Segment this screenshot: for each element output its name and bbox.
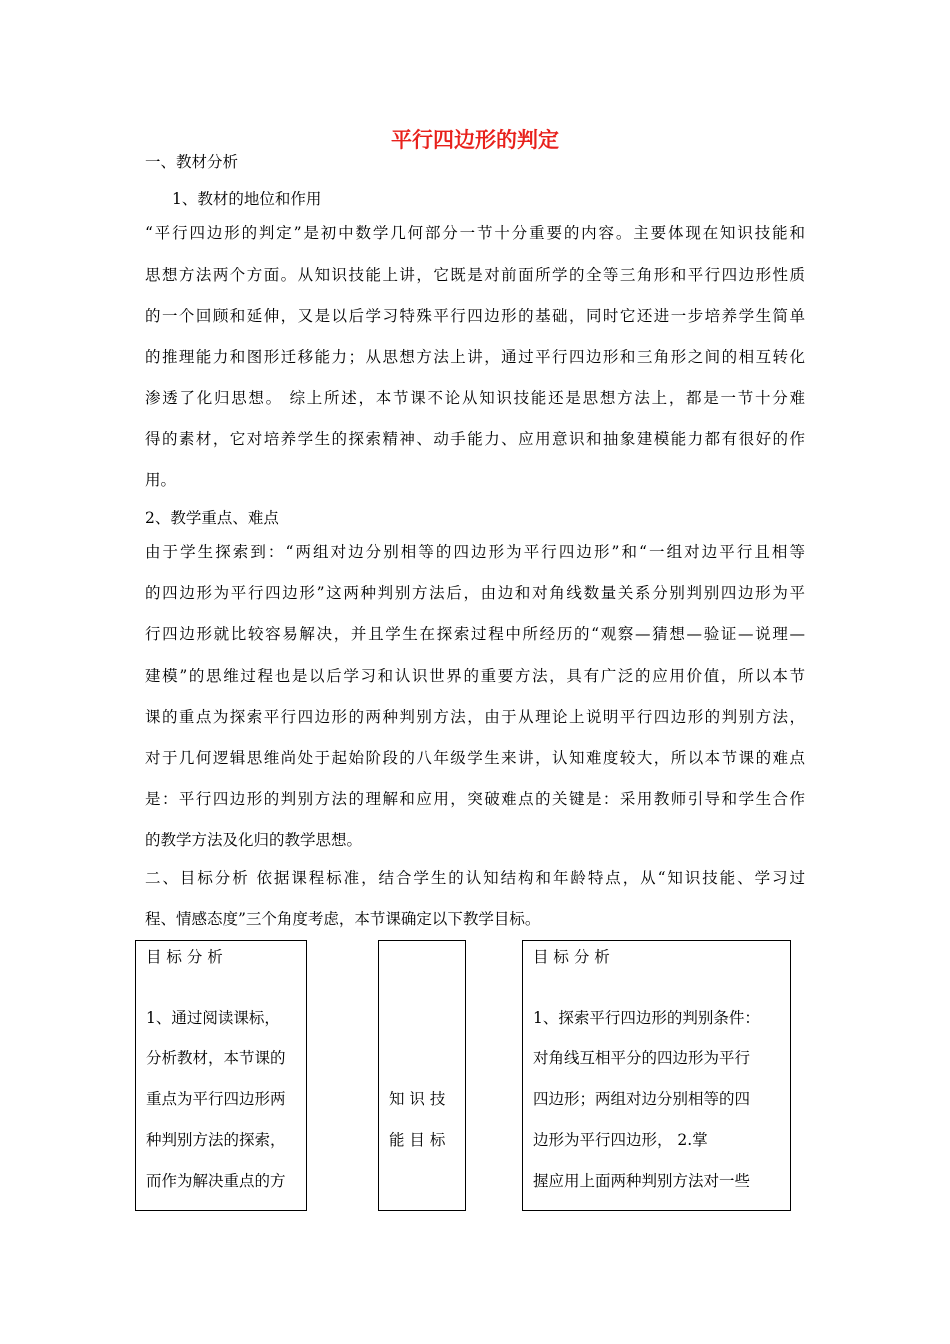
para2-line: 行四边形就比较容易解决，并且学生在探索过程中所经历的“观察—猜想—验证—说理—: [145, 625, 805, 643]
section2-line: 程、情感态度”三个角度考虑，本节课确定以下教学目标。: [145, 910, 541, 928]
subsection2-heading: 2、教学重点、难点: [145, 509, 279, 527]
box-line: 而作为解决重点的方: [146, 1172, 286, 1190]
para2-line: 建模”的思维过程也是以后学习和认识世界的重要方法，具有广泛的应用价值，所以本节: [145, 667, 805, 685]
para1-line: 用。: [145, 471, 177, 489]
goal-analysis-box-right: [522, 940, 791, 1211]
para1-line: 的一个回顾和延伸，又是以后学习特殊平行四边形的基础，同时它还进一步培养学生简单: [145, 307, 805, 325]
page-title: 平行四边形的判定: [391, 128, 559, 152]
para2-line: 的教学方法及化归的教学思想。: [145, 831, 363, 849]
para1-line: 的推理能力和图形迁移能力；从思想方法上讲，通过平行四边形和三角形之间的相互转化: [145, 348, 805, 366]
box-line: 1、通过阅读课标，: [146, 1009, 280, 1027]
goal-analysis-box-left: [135, 940, 307, 1211]
para2-line: 由于学生探索到：“两组对边分别相等的四边形为平行四边形”和“一组对边平行且相等: [145, 543, 805, 561]
box-line: 分析教材，本节课的: [146, 1049, 286, 1067]
para1-line: “平行四边形的判定”是初中数学几何部分一节十分重要的内容。主要体现在知识技能和: [145, 224, 805, 242]
knowledge-skill-goal-box: [378, 940, 466, 1211]
box-header: 目 标 分 析: [146, 948, 223, 966]
box-line: 握应用上面两种判别方法对一些: [533, 1172, 751, 1190]
para2-line: 是：平行四边形的判别方法的理解和应用，突破难点的关键是：采用教师引导和学生合作: [145, 790, 805, 808]
para2-line: 对于几何逻辑思维尚处于起始阶段的八年级学生来讲，认知难度较大，所以本节课的难点: [145, 749, 805, 767]
section1-heading: 一、教材分析: [145, 153, 239, 171]
box-line: 对角线互相平分的四边形为平行: [533, 1049, 751, 1067]
section2-line: 二、目标分析 依据课程标准，结合学生的认知结构和年龄特点，从“知识技能、学习过: [145, 869, 805, 887]
box-line: 边形为平行四边形， 2.掌: [533, 1131, 708, 1149]
para1-line: 思想方法两个方面。从知识技能上讲，它既是对前面所学的全等三角形和平行四边形性质: [145, 266, 805, 284]
box-line: 重点为平行四边形两: [146, 1090, 286, 1108]
box-header: 目 标 分 析: [533, 948, 610, 966]
para2-line: 的四边形为平行四边形”这两种判别方法后，由边和对角线数量关系分别判别四边形为平: [145, 584, 805, 602]
para2-line: 课的重点为探索平行四边形的两种判别方法，由于从理论上说明平行四边形的判别方法，: [145, 708, 805, 726]
para1-line: 得的素材，它对培养学生的探索精神、动手能力、应用意识和抽象建模能力都有很好的作: [145, 430, 805, 448]
box-line: 能 目 标: [389, 1131, 446, 1149]
box-line: 1、探索平行四边形的判别条件：: [533, 1009, 760, 1027]
box-line: 四边形；两组对边分别相等的四: [533, 1090, 751, 1108]
box-line: 种判别方法的探索，: [146, 1131, 286, 1149]
subsection1-heading: 1、教材的地位和作用: [172, 190, 322, 208]
box-line: 知 识 技: [389, 1090, 446, 1108]
para1-line: 渗透了化归思想。 综上所述，本节课不论从知识技能还是思想方法上，都是一节十分难: [145, 389, 805, 407]
